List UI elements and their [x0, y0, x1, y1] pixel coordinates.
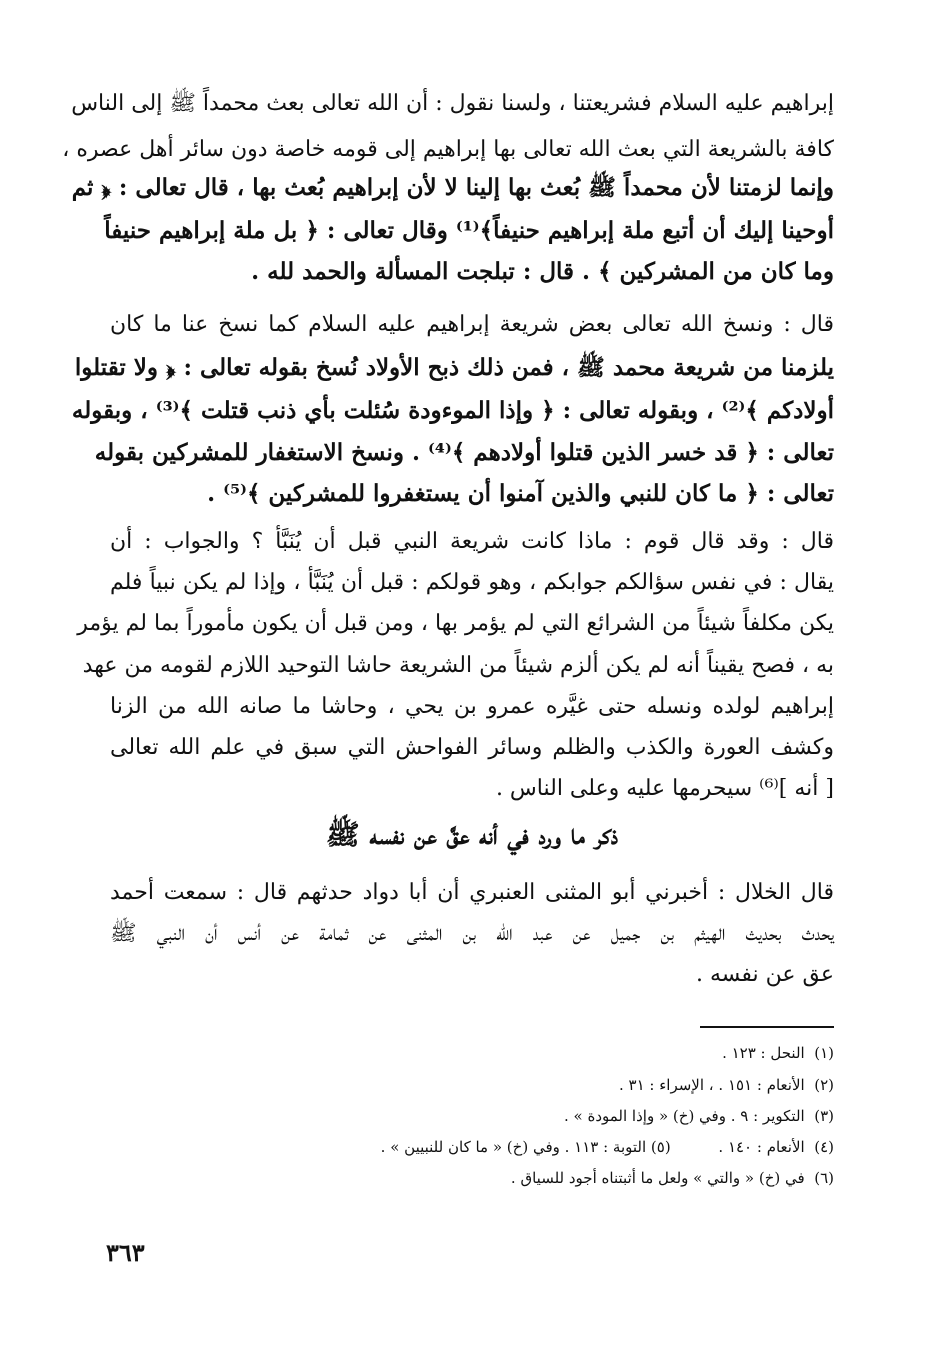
body-line: وما كان من المشركين ﴾ . قال : تبلجت المسألة والحمد لله . — [251, 258, 834, 285]
footnote: (٦) في (خ) « والتي » ولعل ما أثبتناه أجود للسياق . — [510, 1169, 834, 1187]
section-line: قال الخلال : أخبرني أبو المثنى العنبري أن أبا دواد حدثهم قال : سمعت أحمد — [110, 880, 834, 905]
body-line: قال : ونسخ الله تعالى بعض شريعة إبراهيم عليه السلام كما نسخ عنا ما كان — [110, 312, 834, 337]
footnote: (٣) التكوير : ٩ . وفي (خ) « وإذا المودة » . — [563, 1107, 834, 1125]
page-number: ٣٦٣ — [106, 1238, 145, 1267]
footnote: (٢) الأنعام : ١٥١ . ، الإسراء : ٣١ . — [618, 1076, 834, 1094]
body-line: به ، فصح يقيناً أنه لم يكن ألزم شيئاً من الشريعة حاشا التوحيد اللازم لقومه من عهد — [82, 653, 834, 678]
body-line: أولادكم ﴾⁽²⁾ ، وبقوله تعالى : ﴿ وإذا الموءودة سُئلت بأي ذنب قتلت ﴾⁽³⁾ ، وبقوله — [71, 397, 834, 424]
body-line: يقال : في نفس سؤالكم جوابكم ، وهو قولكم : قبل أن يُنَبَّأ ، وإذا لم يكن نبياً فلم — [110, 570, 834, 595]
section-heading: ذكر ما ورد في أنه عقَّ عن نفسه ﷺ — [325, 818, 619, 851]
body-line: إبراهيم لولده ونسله حتى غيَّره عمرو بن يحي ، وحاشا ما صانه الله من الزنا — [110, 694, 834, 719]
body-line: يكن مكلفاً شيئاً من الشرائع التي لم يؤمر بها ، ومن قبل أن يكون مأموراً بما لم يؤمر — [77, 611, 834, 636]
body-line: وكشف العورة والكذب والظلم وسائر الفواحش التي سبق في علم الله تعالى — [110, 735, 834, 760]
body-line: تعالى : ﴿ قد خسر الذين قتلوا أولادهم ﴾⁽⁴⁾ . ونسخ الاستغفار للمشركين بقوله — [94, 439, 834, 466]
body-line: تعالى : ﴿ ما كان للنبي والذين آمنوا أن يستغفروا للمشركين ﴾⁽⁵⁾ . — [207, 480, 834, 507]
section-line: عق عن نفسه . — [696, 962, 834, 987]
body-line: وإنما لزمتنا لأن محمداً ﷺ بُعث بها إلينا لا لأن إبراهيم بُعث بها ، قال تعالى : ﴿ ثم — [71, 174, 834, 201]
body-line: إبراهيم عليه السلام فشريعتنا ، ولسنا نقول : أن الله تعالى بعث محمداً ﷺ إلى الناس — [71, 91, 834, 116]
footnote: (٤) الأنعام : ١٤٠ . (٥) التوبة : ١١٣ . وفي (خ) « ما كان للنبيين » . — [380, 1138, 834, 1156]
footnote: (١) النحل : ١٢٣ . — [722, 1044, 834, 1062]
body-line: كافة بالشريعة التي بعث الله تعالى بها إبراهيم إلى قومه خاصة دون سائر أهل عصره ، — [62, 137, 834, 162]
section-line: يحدث بحديث الهيثم بن جميل عن عبد الله بن المثنى عن ثمامة عن أنس أن النبي ﷺ — [110, 921, 834, 946]
footnote-separator — [700, 1026, 834, 1028]
body-line: قال : وقد قال قوم : ماذا كانت شريعة النبي قبل أن يُنَبَّأ ؟ والجواب : أن — [110, 529, 834, 554]
body-line: [ أنه ]⁽⁶⁾ سيحرمها عليه وعلى الناس . — [495, 776, 834, 801]
body-line: يلزمنا من شريعة محمد ﷺ ، فمن ذلك ذبح الأولاد نُسخ بقوله تعالى : ﴿ ولا تقتلوا — [74, 354, 834, 381]
body-line: أوحينا إليك أن أتبع ملة إبراهيم حنيفاً﴾⁽¹⁾ وقال تعالى : ﴿ بل ملة إبراهيم حنيفاً — [104, 217, 834, 244]
